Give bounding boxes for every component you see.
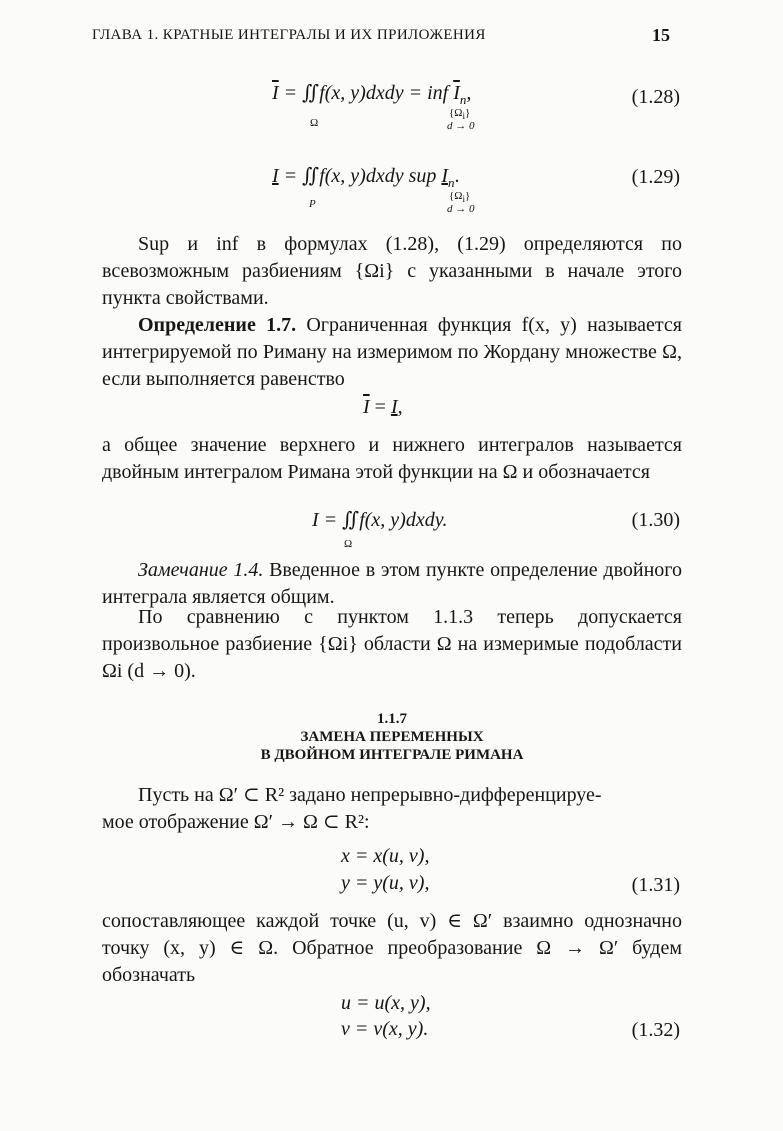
- paragraph-common-value: а общее значение верхнего и нижнего интегралов называется двойным интегралом Римана этой функции на Ω и обозначается: [102, 434, 682, 483]
- equation-1-32-line-1: u = u(x, y),: [341, 992, 431, 1014]
- inf-limit-label: d → 0: [447, 120, 475, 132]
- equation-number-1-29: (1.29): [631, 166, 680, 188]
- equation-1-32-line-2: v = v(x, y).: [341, 1018, 429, 1040]
- equation-body: = ∬f(x, y)dxdy sup: [278, 165, 437, 187]
- upper-sum-index: n: [459, 92, 467, 107]
- integral-domain-label: Ω: [310, 117, 319, 129]
- equation-1-31-line-2: y = y(u, v),: [341, 872, 430, 894]
- definition-1-7: [102, 312, 682, 393]
- equation-number-1-31: (1.31): [631, 874, 680, 896]
- equation-punctuation: .: [454, 165, 460, 187]
- equation-1-28: [272, 80, 471, 108]
- upper-integral-symbol: $\overline{I}$: [272, 82, 279, 104]
- sup-limit-label: d → 0: [447, 203, 475, 215]
- page-number: 15: [652, 25, 670, 45]
- section-number: 1.1.7: [377, 711, 407, 727]
- lower-integral-symbol: I: [272, 165, 279, 187]
- lower-sum-index: n: [448, 175, 455, 190]
- equation-punctuation: ,: [466, 82, 472, 104]
- paragraph-bijection: сопоставляющее каждой точке (u, v) ∈ Ω′ взаимно однозначно точку (x, y) ∈ Ω. Обратное преобразование Ω → Ω′ будем обозначать: [102, 910, 682, 986]
- inf-partition-label: $\{\Omega_i\}$: [449, 107, 471, 122]
- paragraph-sup-inf: Sup и inf в формулах (1.28), (1.29) определяются по всевозможным разбиениям {Ωi} с указанными в начале этого пункта свойствами.: [102, 233, 682, 309]
- upper-sum-symbol: $\overline{I}$: [453, 82, 460, 104]
- equation-upper-equals-lower: $\overline{I} = I$,: [363, 396, 403, 418]
- remark-text: Введенное в этом пункте определение двойного интеграла является общим.: [102, 559, 682, 608]
- equation-number-1-30: (1.30): [631, 509, 680, 531]
- running-title: ГЛАВА 1. КРАТНЫЕ ИНТЕГРАЛЫ И ИХ ПРИЛОЖЕНИЯ: [92, 27, 486, 43]
- remark-label: Замечание 1.4.: [138, 559, 264, 581]
- paragraph-mapping-line-2: мое отображение Ω′ → Ω ⊂ R²:: [102, 811, 370, 833]
- integral-domain-label: Ω: [344, 538, 353, 550]
- section-title-line-2: В ДВОЙНОМ ИНТЕГРАЛЕ РИМАНА: [260, 747, 524, 763]
- equation-1-30: I = ∬f(x, y)dxdy.: [312, 509, 448, 531]
- equation-number-1-28: (1.28): [631, 86, 680, 108]
- section-heading: [102, 710, 682, 764]
- section-title-line-1: ЗАМЕНА ПЕРЕМЕННЫХ: [300, 729, 484, 745]
- paragraph-mapping-line-1: Пусть на Ω′ ⊂ R² задано непрерывно-дифференцируе-: [138, 784, 602, 806]
- integral-domain-label: P: [309, 198, 316, 210]
- equation-body: = ∬f(x, y)dxdy = inf: [278, 82, 449, 104]
- remark-1-4: [102, 557, 682, 611]
- equation-1-29: [272, 163, 460, 191]
- sup-partition-label: $\{\Omega_i\}$: [449, 190, 471, 205]
- equation-1-31-line-1: x = x(u, v),: [341, 845, 430, 867]
- definition-label: Определение 1.7.: [138, 314, 297, 336]
- paragraph-comparison: По сравнению с пунктом 1.1.3 теперь допускается произвольное разбиение {Ωi} области Ω на измеримые подобласти Ωi (d → 0).: [102, 606, 682, 682]
- lower-sum-symbol: I: [441, 165, 449, 187]
- definition-text: Ограниченная функция f(x, y) называется интегрируемой по Риману на измеримом по Жордану множестве Ω, если выполняется равенство: [102, 314, 682, 390]
- equation-number-1-32: (1.32): [631, 1019, 680, 1041]
